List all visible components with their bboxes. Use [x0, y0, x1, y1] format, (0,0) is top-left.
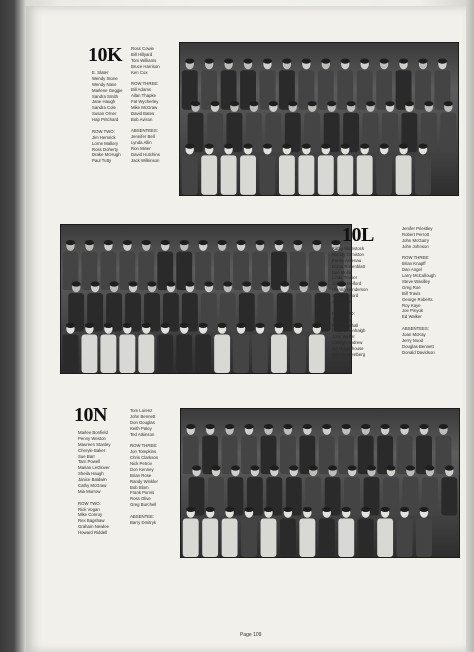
student-figure-hair: [223, 281, 232, 286]
name-entry: Howard Riddell: [78, 530, 108, 536]
student-figure-hair: [205, 144, 214, 149]
name-entry: Brian Knapff: [402, 261, 426, 267]
name-entry: Jan Stock: [332, 299, 351, 305]
student-figure-hair: [270, 465, 279, 470]
name-entry: Keith Paley: [130, 425, 152, 431]
student-figure-hair: [406, 465, 415, 470]
student-figure-hair: [367, 465, 376, 470]
name-entry: Ed Walker: [402, 314, 422, 320]
name-entry: Paul Tutty: [92, 158, 112, 164]
student-figure-hair: [445, 465, 454, 470]
student-figure-hair: [341, 144, 350, 149]
student-figure-hair: [66, 240, 75, 245]
student-figure-hair: [206, 424, 215, 429]
name-entry: Bruce Harrison: [131, 63, 160, 69]
student-figure-hair: [322, 424, 331, 429]
student-figure-hair: [321, 59, 330, 64]
student-figure-hair: [255, 240, 264, 245]
student-figure-hair: [303, 424, 312, 429]
student-figure-hair: [318, 281, 327, 286]
student-figure-hair: [204, 281, 213, 286]
name-entry: Nick Petrov: [130, 461, 152, 467]
student-figure-hair: [128, 281, 137, 286]
name-entry: Marlee Bonfield: [78, 430, 108, 435]
name-entry: Jennifer Bell: [131, 134, 155, 140]
name-entry: Bob Avison: [131, 116, 153, 122]
student-figure-hair: [302, 144, 311, 149]
student-figure-hair: [244, 424, 253, 429]
student-figure-hair: [91, 281, 100, 286]
name-entry: Mike Conroy: [78, 512, 103, 518]
student-figure-hair: [328, 465, 337, 470]
name-entry: Rick Vogan: [78, 506, 100, 512]
student-figure-hair: [192, 465, 201, 470]
student-figure-body: [221, 155, 237, 195]
name-entry: ABSENTEES:: [402, 326, 429, 332]
student-figure-body: [298, 155, 314, 195]
name-entry: Ted Atkinson: [130, 431, 155, 437]
name-entry: John Welter: [332, 334, 355, 340]
student-figure-hair: [210, 101, 219, 106]
student-figure-hair: [312, 323, 321, 328]
student-figure-hair: [312, 240, 321, 245]
name-entry: Rex Bagshaw: [78, 518, 105, 524]
name-entry: Linda Trainer: [332, 275, 358, 281]
student-figure-hair: [264, 507, 273, 512]
name-entry: Cathy McGraw: [78, 483, 107, 489]
page-sheet: [26, 6, 466, 652]
student-figure-body: [318, 155, 334, 195]
student-figure-hair: [309, 465, 318, 470]
student-figure-body: [279, 155, 295, 195]
student-figure-hair: [283, 424, 292, 429]
name-entry: Steve Wasilley: [402, 279, 431, 285]
student-figure-hair: [225, 507, 234, 512]
student-figure-body: [338, 519, 354, 557]
student-figure-body: [358, 519, 374, 557]
name-entry: Jack Wilkinson: [131, 157, 160, 163]
name-entry: Bill Hillyard: [131, 51, 153, 57]
student-figure-hair: [400, 424, 409, 429]
student-figure-hair: [166, 281, 175, 286]
name-entry: ROW TWO:: [78, 500, 101, 506]
student-figure-body: [397, 519, 413, 557]
name-entry: Douglas Bennett: [402, 343, 434, 349]
student-figure-hair: [185, 144, 194, 149]
student-figure-hair: [147, 281, 156, 286]
name-entry: Cheryle Baker: [78, 447, 106, 453]
name-entry: Diana Rosenblatt: [332, 263, 365, 269]
student-figure-hair: [419, 507, 428, 512]
name-entry: Wendy Ormiston: [332, 251, 364, 257]
name-entry: Marlene Geggie: [92, 87, 123, 93]
student-figure-hair: [218, 323, 227, 328]
student-figure-hair: [211, 465, 220, 470]
student-figure-hair: [361, 424, 370, 429]
student-figure-hair: [104, 240, 113, 245]
student-figure-hair: [303, 507, 312, 512]
student-figure-hair: [380, 59, 389, 64]
student-figure-hair: [366, 101, 375, 106]
name-entry: Kathy Wienstock: [332, 246, 365, 251]
student-figure-hair: [321, 144, 330, 149]
student-figure-body: [396, 155, 412, 195]
name-entry: Jane Haugh: [92, 99, 116, 105]
student-figure-hair: [293, 240, 302, 245]
student-figure-body: [195, 335, 211, 373]
name-entry: Bill Adams: [131, 87, 152, 93]
student-figure-hair: [205, 59, 214, 64]
student-figure-hair: [342, 424, 351, 429]
name-entry: Elmore Westberg: [332, 352, 366, 358]
student-figure-hair: [230, 101, 239, 106]
student-figure-body: [183, 519, 199, 557]
name-entry: ROW THREE:: [130, 443, 158, 449]
student-figure-hair: [419, 424, 428, 429]
student-figure-hair: [425, 465, 434, 470]
name-entry: Jim Hemrick: [92, 134, 116, 140]
name-entry: Lynda Allin: [131, 140, 152, 146]
names-10n-right: [130, 408, 158, 526]
student-figure-hair: [269, 101, 278, 106]
student-figure-body: [376, 155, 392, 195]
name-entry: Graham Newlee: [78, 524, 110, 530]
name-entry: Wendy Stone: [92, 75, 118, 81]
student-figure-hair: [274, 240, 283, 245]
student-figure-body: [176, 335, 192, 373]
name-entry: Sandra Cole: [92, 105, 116, 111]
student-figure-body: [222, 519, 238, 557]
student-figure-hair: [250, 465, 259, 470]
student-figure-hair: [224, 144, 233, 149]
student-figure-hair: [263, 59, 272, 64]
student-figure-hair: [381, 507, 390, 512]
student-figure-hair: [236, 323, 245, 328]
name-entry: Larry McCullough: [402, 273, 436, 279]
student-figure-hair: [385, 101, 394, 106]
student-figure-hair: [206, 507, 215, 512]
student-figure-hair: [85, 240, 94, 245]
photo-10l-figures: [61, 225, 351, 373]
student-figure-hair: [293, 323, 302, 328]
name-entry: Maureen Stanley: [78, 441, 111, 447]
student-figure-hair: [331, 240, 340, 245]
page-number: Page 109: [240, 632, 262, 638]
name-entry: ROW THREE:: [402, 255, 430, 261]
name-entry: Bob Blom: [130, 484, 149, 490]
name-entry: Ross Doherty: [92, 146, 119, 152]
student-figure-hair: [280, 281, 289, 286]
student-figure-hair: [360, 144, 369, 149]
name-entry: Greg Roe: [402, 284, 421, 290]
name-entry: John Johnson: [402, 243, 429, 249]
student-figure-hair: [243, 144, 252, 149]
student-figure-body: [290, 335, 306, 373]
name-entry: Ross Cowie: [131, 46, 154, 51]
name-entry: George Roberts: [402, 296, 433, 302]
student-figure-body: [233, 335, 249, 373]
name-entry: Janice Baldwin: [78, 477, 107, 483]
name-entry: Sue Mollie: [332, 269, 353, 275]
name-entry: Ken Cox: [131, 69, 148, 75]
name-entry: Penny Weston: [78, 435, 106, 441]
student-figure-hair: [263, 144, 272, 149]
student-figure-hair: [444, 101, 453, 106]
student-figure-hair: [360, 59, 369, 64]
student-figure-body: [119, 335, 135, 373]
student-figure-body: [261, 519, 277, 557]
student-figure-hair: [399, 59, 408, 64]
name-entry: John McGarry: [402, 237, 429, 243]
name-entry: Hap Pritchard: [92, 117, 119, 123]
student-figure-body: [416, 519, 432, 557]
student-figure-hair: [104, 323, 113, 328]
student-figure-body: [201, 155, 217, 195]
student-figure-hair: [236, 240, 245, 245]
name-entry: David Bates: [131, 110, 155, 116]
student-figure-hair: [110, 281, 119, 286]
student-figure-body: [81, 335, 97, 373]
name-entry: John Bennett: [130, 413, 156, 419]
name-entry: David Hutchins: [131, 152, 160, 158]
student-figure-hair: [255, 323, 264, 328]
student-figure-hair: [400, 507, 409, 512]
student-figure-hair: [289, 465, 298, 470]
name-entry: Penny Arsenau: [332, 257, 362, 263]
name-entry: E. Slater: [92, 70, 109, 75]
student-figure-hair: [199, 323, 208, 328]
student-figure-body: [63, 335, 79, 373]
name-entry: ROW TWO:: [332, 310, 355, 316]
name-entry: Barry Dmitryk: [130, 519, 157, 525]
names-10n-left: [78, 430, 111, 536]
student-figure-hair: [261, 281, 270, 286]
name-entry: ABSENTEE:: [130, 514, 155, 520]
student-figure-hair: [424, 101, 433, 106]
student-figure-hair: [191, 101, 200, 106]
class-photo-10l: [60, 224, 352, 374]
name-entry: Mia Morrow: [78, 488, 101, 494]
name-entry: Hilda Greenhalgh: [332, 328, 366, 334]
student-figure-hair: [249, 101, 258, 106]
student-figure-body: [337, 155, 353, 195]
student-figure-hair: [142, 323, 151, 328]
student-figure-hair: [161, 323, 170, 328]
name-entry: Greg Burchell: [130, 502, 157, 508]
student-figure-body: [157, 335, 173, 373]
name-entry: Joe Pinyuk: [402, 308, 424, 314]
name-entry: Jon Tompkins: [130, 449, 157, 455]
name-entry: Ross Olive: [130, 496, 151, 502]
student-figure-body: [441, 477, 457, 515]
name-entry: Allan Thapke: [131, 93, 157, 99]
student-figure-hair: [180, 323, 189, 328]
student-figure-hair: [299, 281, 308, 286]
student-figure-hair: [399, 144, 408, 149]
student-figure-body: [260, 155, 276, 195]
student-figure-body: [299, 519, 315, 557]
student-figure-hair: [439, 424, 448, 429]
name-entry: Susan Orner: [92, 111, 117, 117]
student-figure-hair: [327, 101, 336, 106]
name-entry: Joanne Helford: [332, 281, 362, 287]
student-figure-body: [138, 335, 154, 373]
name-entry: Mike McGraw: [131, 104, 158, 110]
name-entry: Lorne Mallory: [92, 140, 119, 146]
student-figure-hair: [66, 323, 75, 328]
name-entry: Chris Clarkson: [130, 455, 159, 461]
student-figure-hair: [438, 59, 447, 64]
name-entry: Marian LeGlover: [78, 465, 110, 471]
student-figure-body: [377, 519, 393, 557]
name-entry: Bill Travis: [402, 290, 421, 296]
name-entry: Brian Rose: [130, 472, 152, 478]
name-entry: Dan Angel: [402, 267, 422, 273]
student-figure-hair: [288, 101, 297, 106]
student-figure-hair: [381, 424, 390, 429]
name-entry: Fat Wycherley: [131, 99, 159, 105]
student-figure-hair: [341, 59, 350, 64]
class-photo-10k: [179, 42, 459, 196]
class-code-10k: 10K: [88, 44, 123, 66]
names-10k-right: [131, 46, 160, 164]
student-figure-body: [182, 155, 198, 195]
name-entry: Tony Riley: [332, 316, 352, 322]
name-entry: Ian Hogenhouse: [332, 346, 364, 352]
student-figure-hair: [161, 240, 170, 245]
name-entry: Randy Winkler: [130, 478, 158, 484]
name-entry: ROW TWO:: [92, 128, 115, 134]
student-figure-body: [271, 335, 287, 373]
student-figure-hair: [302, 59, 311, 64]
student-figure-hair: [283, 507, 292, 512]
student-figure-hair: [348, 465, 357, 470]
student-figure-hair: [244, 507, 253, 512]
name-entry: Frank Purvis: [130, 490, 155, 496]
student-figure-hair: [361, 507, 370, 512]
student-figure-body: [241, 519, 257, 557]
name-entry: Joan McKay: [402, 332, 426, 338]
student-figure-hair: [186, 507, 195, 512]
name-entry: ROW THREE:: [131, 81, 159, 87]
student-figure-hair: [231, 465, 240, 470]
student-figure-hair: [380, 144, 389, 149]
student-figure-hair: [243, 59, 252, 64]
student-figure-hair: [342, 507, 351, 512]
student-figure-hair: [186, 424, 195, 429]
student-figure-hair: [386, 465, 395, 470]
class-code-10n: 10N: [74, 404, 107, 426]
student-figure-hair: [282, 144, 291, 149]
name-entry: Sandra Smith: [92, 93, 119, 99]
student-figure-body: [357, 155, 373, 195]
student-figure-hair: [142, 240, 151, 245]
name-entry: Tom Lorenz: [130, 408, 153, 413]
student-figure-hair: [418, 144, 427, 149]
name-entry: Ulanna Henderson: [332, 287, 368, 293]
student-figure-body: [240, 155, 256, 195]
name-entry: Don Kenney: [130, 466, 154, 472]
names-10l-left: [332, 246, 368, 358]
name-entry: Fred Marshall: [332, 322, 359, 328]
student-figure-hair: [264, 424, 273, 429]
student-figure-hair: [185, 281, 194, 286]
class-code-10l: 10L: [342, 224, 374, 246]
name-entry: Tarn Powell: [78, 459, 101, 465]
name-entry: Robert Perrott: [402, 231, 429, 237]
student-figure-body: [309, 335, 325, 373]
student-figure-body: [440, 113, 456, 153]
name-entry: Jenifer Priestley: [402, 226, 433, 231]
student-figure-hair: [180, 240, 189, 245]
student-figure-body: [214, 335, 230, 373]
names-10k-left: [92, 70, 123, 164]
name-entry: Wendy Nave: [92, 81, 117, 87]
student-figure-body: [202, 519, 218, 557]
student-figure-body: [415, 155, 431, 195]
photo-10n-figures: [181, 409, 459, 557]
student-figure-hair: [224, 59, 233, 64]
student-figure-body: [252, 335, 268, 373]
name-entry: ABSENTEES:: [131, 128, 158, 134]
name-entry: Tom Williams: [131, 57, 157, 63]
name-entry: Donald Davidson: [402, 349, 435, 355]
student-figure-hair: [418, 59, 427, 64]
student-figure-hair: [199, 240, 208, 245]
name-entry: Sandy Gifford: [332, 293, 359, 299]
student-figure-hair: [185, 59, 194, 64]
student-figure-body: [280, 519, 296, 557]
photo-10k-figures: [180, 43, 458, 195]
student-figure-hair: [123, 240, 132, 245]
name-entry: Roy Kaye: [402, 302, 421, 308]
student-figure-hair: [123, 323, 132, 328]
student-figure-hair: [405, 101, 414, 106]
student-figure-hair: [242, 281, 251, 286]
student-figure-hair: [347, 101, 356, 106]
student-figure-hair: [72, 281, 81, 286]
name-entry: Don Douglas: [130, 419, 155, 425]
student-figure-body: [100, 335, 116, 373]
names-10l-right: [402, 226, 436, 356]
name-entry: Sheila Haugh: [78, 471, 104, 477]
student-figure-hair: [225, 424, 234, 429]
name-entry: Jerry Nood: [402, 337, 424, 343]
student-figure-hair: [322, 507, 331, 512]
student-figure-hair: [85, 323, 94, 328]
name-entry: Sue Barr: [78, 453, 95, 459]
name-entry: Carolyn Andrew: [332, 340, 363, 346]
name-entry: Drake McHugh: [92, 152, 121, 158]
class-photo-10n: [180, 408, 460, 558]
student-figure-hair: [218, 240, 227, 245]
student-figure-body: [319, 519, 335, 557]
student-figure-hair: [282, 59, 291, 64]
student-figure-hair: [274, 323, 283, 328]
name-entry: Ron Miner: [131, 146, 151, 152]
student-figure-hair: [308, 101, 317, 106]
